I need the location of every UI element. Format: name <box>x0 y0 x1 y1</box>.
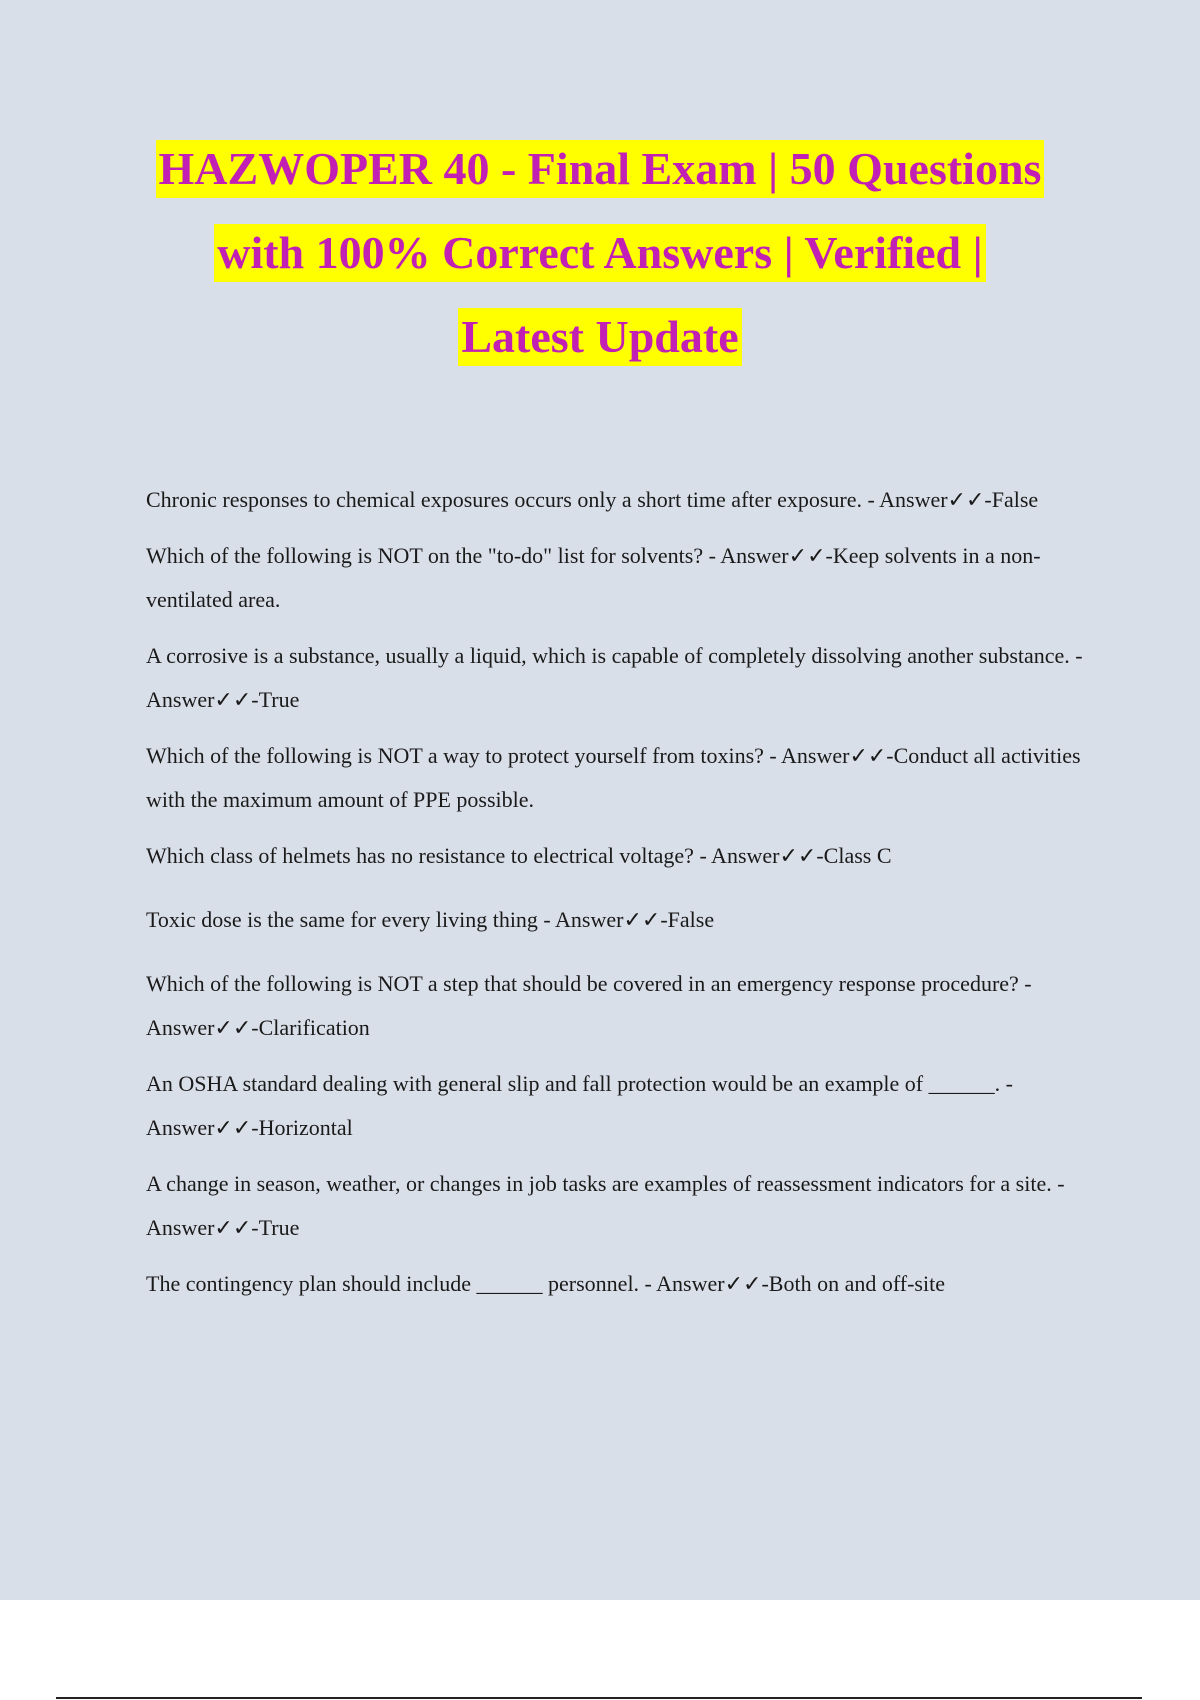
title-line-3: Latest Update <box>458 308 741 366</box>
qa-item-10: The contingency plan should include ______ personnel. - Answer✓✓-Both on and off-site <box>146 1271 945 1296</box>
qa-item-2: Which of the following is NOT on the "to-do" list for solvents? - Answer✓✓-Keep solvents in a non-ventilated area. <box>146 543 1041 612</box>
footer-divider <box>56 1697 1142 1699</box>
question-answer-list <box>146 478 1086 1326</box>
document-title <box>0 140 1200 392</box>
qa-item-7: Which of the following is NOT a step that should be covered in an emergency response procedure? - Answer✓✓-Clarification <box>146 971 1032 1040</box>
qa-item-5: Which class of helmets has no resistance to electrical voltage? - Answer✓✓-Class C <box>146 843 892 868</box>
qa-item-3: A corrosive is a substance, usually a liquid, which is capable of completely dissolving another substance. - Answer✓✓-True <box>146 643 1083 712</box>
qa-item-4: Which of the following is NOT a way to protect yourself from toxins? - Answer✓✓-Conduct all activities with the maximum amount of PPE possible. <box>146 743 1081 812</box>
qa-item-1: Chronic responses to chemical exposures occurs only a short time after exposure. - Answer✓✓-False <box>146 487 1039 512</box>
qa-item-6: Toxic dose is the same for every living thing - Answer✓✓-False <box>146 907 715 932</box>
title-line-1: HAZWOPER 40 - Final Exam | 50 Questions <box>156 140 1045 198</box>
qa-item-9: A change in season, weather, or changes in job tasks are examples of reassessment indicators for a site. - Answer✓✓-True <box>146 1171 1065 1240</box>
title-line-2: with 100% Correct Answers | Verified | <box>214 224 986 282</box>
qa-item-8: An OSHA standard dealing with general slip and fall protection would be an example of ______. - Answer✓✓-Horizontal <box>146 1071 1013 1140</box>
